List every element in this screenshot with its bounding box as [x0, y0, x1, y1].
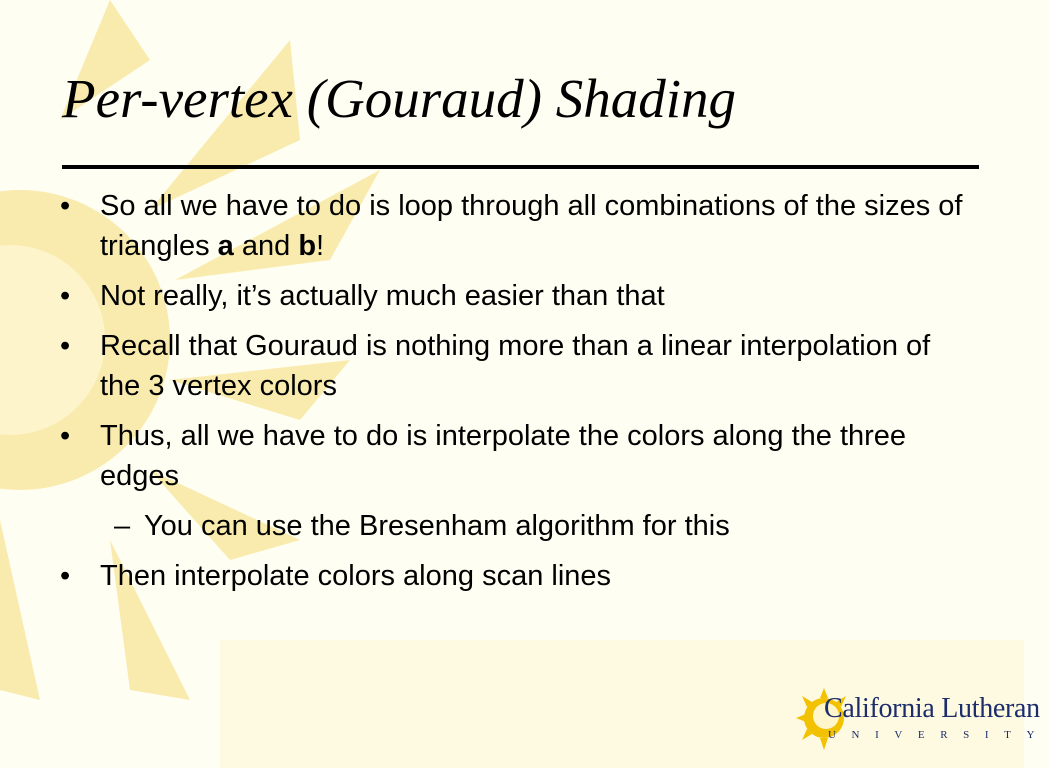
logo-subtitle: UNIVERSITY: [828, 729, 1050, 741]
bullet-text: Recall that Gouraud is nothing more than a linear interpolation of the 3 vertex colors: [100, 330, 931, 402]
bullet-mark: •: [60, 560, 71, 592]
bullet-text: and: [233, 230, 299, 262]
bullet-mark: •: [60, 420, 71, 452]
sub-bullet-item: [58, 506, 978, 546]
bullet-item: [58, 326, 978, 406]
bullet-list: [58, 186, 978, 606]
bold-text-b: b: [298, 230, 317, 262]
bullet-text: Not really, it’s actually much easier than that: [100, 280, 665, 312]
bullet-item: [58, 186, 978, 266]
bullet-mark: •: [60, 280, 71, 312]
bullet-item: [58, 416, 978, 496]
bullet-mark: •: [60, 330, 71, 362]
bullet-item: [58, 276, 978, 316]
dash-mark: –: [114, 510, 131, 542]
sub-bullet-text: You can use the Bresenham algorithm for this: [144, 510, 730, 542]
bullet-text: !: [316, 230, 325, 262]
bullet-item: [58, 556, 978, 596]
bullet-mark: •: [60, 190, 71, 222]
university-logo: [796, 686, 1050, 756]
bullet-text: Thus, all we have to do is interpolate the colors along the three edges: [100, 420, 907, 492]
title-divider: [62, 165, 979, 169]
logo-name: California Lutheran: [824, 693, 1040, 724]
slide-title: Per-vertex (Gouraud) Shading: [62, 68, 736, 129]
bold-text-a: a: [217, 230, 234, 262]
bullet-text: Then interpolate colors along scan lines: [100, 560, 612, 592]
bullet-text: So all we have to do is loop through all combinations of the sizes of triangles: [100, 190, 963, 262]
